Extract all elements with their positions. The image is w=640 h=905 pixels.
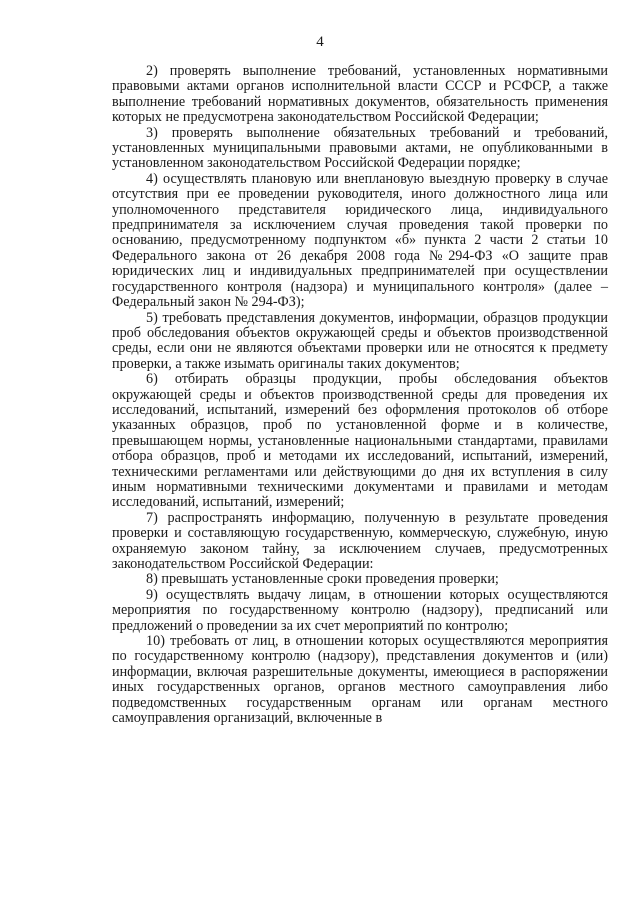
- paragraph-item-8: 8) превышать установленные сроки проведения проверки;: [146, 571, 499, 588]
- paragraph-item-5: 5) требовать представления документов, информации, образцов продукции проб обследования объектов окружающей среды и объектов производственной среды, если они не являются объектами проверки или не относятся к предмету проверки, а также изымать оригиналы таких документов;: [112, 309, 608, 372]
- paragraph-item-6: 6) отбирать образцы продукции, пробы обследования объектов окружающей среды и объектов производственной среды для проведения их исследований, испытаний, измерений без оформления протоколов об отборе указанных образцов, проб по установленной форме и в количестве, превышающем нормы, установленные национальными стандартами, правилами отбора образцов, проб и методами их исследований, испытаний, измерений, техническими регламентами или действующими до дня их вступления в силу иным нормативными техническими документами и правилами и методам исследований, испытаний, измерений;: [112, 371, 608, 511]
- paragraph-item-2: 2) проверять выполнение требований, установленных нормативными правовыми актами органов исполнительной власти СССР и РСФСР, а также выполнение требований нормативных документов, обязательность применения которых не предусмотрена законодательством Российской Федерации;: [112, 63, 608, 126]
- paragraph-item-7: 7) распространять информацию, полученную в результате проведения проверки и составляющую государственную, коммерческую, служебную, иную охраняемую законом тайну, за исключением случаев, предусмотренных законодательством Российской Федерации:: [112, 509, 608, 572]
- page-number: 4: [316, 34, 324, 50]
- paragraph-item-4: 4) осуществлять плановую или внеплановую выездную проверку в случае отсутствия при ее проведении руководителя, иного должностного лица или уполномоченного представителя юридического лица, индивидуального предпринимателя за исключением случая проведения такой проверки по основанию, предусмотренному подпунктом «б» пункта 2 части 2 статьи 10 Федерального закона от 26 декабря 2008 года №294-ФЗ «О защите прав юридических лиц и индивидуальных предпринимателей при осуществлении государственного контроля (надзора) и муниципального контроля» (далее – Федеральный закон № 294-ФЗ);: [112, 170, 608, 311]
- paragraph-item-9: 9) осуществлять выдачу лицам, в отношении которых осуществляются мероприятия по государственному контролю (надзору), предписаний или предложений о проведении за их счет мероприятий по контролю;: [112, 586, 608, 634]
- document-body: [112, 64, 608, 726]
- paragraph-item-3: 3) проверять выполнение обязательных требований и требований, установленных муниципальными правовыми актами, не опубликованными в установленном законодательством Российской Федерации порядке;: [112, 124, 608, 172]
- paragraph-item-10: 10) требовать от лиц, в отношении которых осуществляются мероприятия по государственному контролю (надзору), представления документов и (или) информации, включая разрешительные документы, имеющиеся в распоряжении иных государственных органов, органов местного самоуправления либо подведомственных государственным органам или органам местного самоуправления организаций, включенные в: [112, 633, 608, 727]
